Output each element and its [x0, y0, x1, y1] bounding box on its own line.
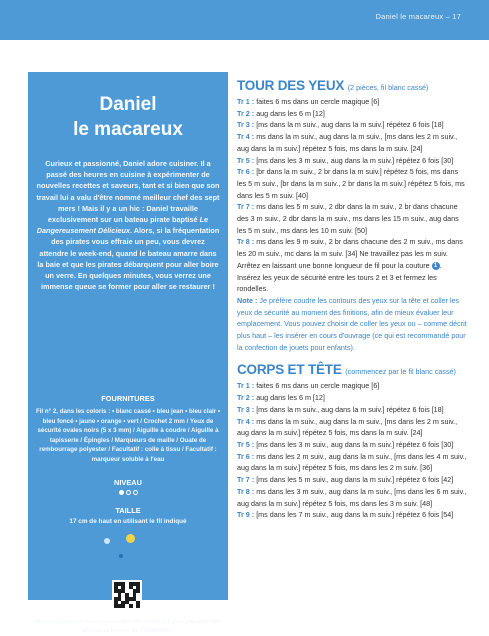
pattern-row — [237, 404, 467, 416]
pattern-row — [237, 96, 467, 108]
row-label: Tr 4 : — [237, 132, 255, 142]
character-intro — [36, 158, 220, 292]
body-title: CORPS ET TÊTE — [237, 362, 342, 378]
row-label: Tr 7 : — [237, 475, 255, 485]
running-header: Daniel le macareux – 17 — [375, 12, 461, 21]
note-text: Je préfère coudre les contours des yeux sur la tête et coller les yeux de sécurité au moment des finitions, afin de mieux évaluer leur emplacement. Vous pouvez choisir de coller les yeux ou – comme décrit plus haut – les insérer en cours d'ouvrage (ce qui est recommandé pour la confection de jouets pour enfants). — [237, 295, 467, 352]
row-label: Tr 2 : — [237, 108, 255, 118]
eyes-section-title — [237, 78, 467, 96]
note-label: Note : — [237, 295, 258, 305]
pattern-row — [237, 486, 467, 509]
character-title-line2: le macareux — [73, 119, 183, 140]
row-text: ms dans les 5 m suiv., 2 dbr dans la m suiv., 2 br dans chacune des 3 m suiv., 2 dbr dans la m suiv., ms dans les 15 m suiv., aug dans les 5 m suiv., ms dans les 10 m suiv. [50] — [237, 202, 459, 235]
pattern-row — [237, 474, 467, 486]
row-text: aug dans les 6 m [12] — [256, 393, 325, 403]
row-text: [ms dans les 3 m suiv., aug dans la m suiv.] répétez 6 fois [30] — [256, 439, 454, 449]
row-label: Tr 4 : — [237, 416, 255, 426]
row-label: Tr 6 : — [237, 451, 255, 461]
pattern-row — [237, 166, 467, 201]
yellow-dot-decoration — [126, 534, 135, 543]
pattern-row — [237, 131, 467, 154]
dark-dot-decoration — [119, 554, 123, 558]
intro-text-part1: Curieux et passionné, Daniel adore cuisiner. Il a passé des heures en cuisine à expérimenter de nouvelles recettes et saveurs, tant et si bien que son travail lui a valu d'être nommé meilleur chef des sept mers ! Mais il y a un hic : Daniel travaille exclusivement sur un bateau pirate baptisé — [36, 159, 220, 225]
row-label: Tr 6 : — [237, 167, 255, 177]
pattern-row — [237, 236, 467, 259]
row-label: Tr 8 : — [237, 237, 255, 247]
row-label: Tr 3 : — [237, 404, 255, 414]
row-label: Tr 2 : — [237, 393, 255, 403]
intro-text-part2: . Alors, si la fréquentation des pirates vous effraie un peu, vous devrez attendre le week-end, quand le bateau amarre dans la baie et que les pirates débarquent pour aller boire un verre. En quelques minutes, vous verrez une immense queue se former pour aller se restaurer ! — [37, 226, 220, 292]
scan-instructions: Scannez ou consultez www.amigurumi.com/5101 pour partager des photos et trouver de l'inspiration — [35, 619, 221, 634]
row-text: faites 6 ms dans un cercle magique [6] — [256, 381, 380, 391]
ship-name: Le Dangereusement Délicieux — [36, 215, 209, 236]
closing-text-2: . Insérez les yeux de sécurité entre les tours 2 et 3 et fermez les rondelles. — [237, 260, 442, 294]
sidebar-panel — [28, 72, 228, 634]
step-marker-icon: 1 — [432, 262, 440, 270]
pattern-row — [237, 201, 467, 236]
row-text: ms dans les 2 m suiv., aug dans la m suiv., [ms dans les 4 m suiv., aug dans la m suiv.] répétez 5 fois, ms dans les 2 m suiv. [36] — [237, 451, 467, 473]
pattern-row — [237, 416, 467, 439]
size-heading: TAILLE — [115, 506, 141, 515]
body-subtitle: (commencez par le fil blanc cassé) — [345, 367, 456, 377]
level-dot-empty — [133, 490, 138, 495]
row-text: [br dans la m suiv., 2 br dans la m suiv.] répétez 5 fois, ms dans les 5 m suiv., [br dans la m suiv., 2 br dans la m suiv.] répétez 5 fois, ms dans les 5 m suiv. [40] — [237, 167, 465, 200]
pattern-row — [237, 451, 467, 474]
row-text: [ms dans la m suiv., aug dans la m suiv.] répétez 6 fois [18] — [256, 120, 444, 130]
size-text: 17 cm de haut en utilisant le fil indiqué — [69, 518, 187, 525]
pattern-instructions — [237, 78, 467, 521]
row-text: ms dans les 9 m suiv., 2 br dans chacune des 2 m suiv., ms dans les 20 m suiv., mc dans la m suiv. [34] Ne travaillez pas les m suiv. — [237, 237, 463, 259]
light-dot-decoration — [104, 538, 110, 544]
pattern-row — [237, 108, 467, 120]
qr-code-icon[interactable] — [112, 580, 142, 610]
row-label: Tr 3 : — [237, 120, 255, 130]
row-label: Tr 1 : — [237, 97, 255, 106]
row-text: [ms dans les 5 m suiv., aug dans la m suiv.] répétez 6 fois [42] — [256, 475, 454, 485]
row-label: Tr 5 : — [237, 439, 255, 449]
pattern-row — [237, 119, 467, 131]
pattern-row — [237, 392, 467, 404]
level-dot-empty — [126, 490, 131, 495]
row-text: ms dans les 3 m suiv., aug dans la m suiv., [ms dans les 6 m suiv., aug dans la m suiv.] répétez 5 fois, ms dans les 3 m suiv. [48] — [237, 486, 467, 508]
level-dot-filled — [119, 490, 124, 495]
eyes-title: TOUR DES YEUX — [237, 78, 345, 93]
row-text: ms dans la m suiv., aug dans la m suiv., [ms dans les 2 m suiv., aug dans la m suiv.] répétez 5 fois, ms dans la m suiv. [24] — [237, 132, 458, 153]
row-label: Tr 7 : — [237, 202, 255, 212]
row-text: [ms dans les 7 m suiv., aug dans la m suiv.] répétez 6 fois [54] — [256, 510, 454, 520]
eyes-closing — [237, 260, 467, 295]
eyes-subtitle: (2 pièces, fil blanc cassé) — [347, 83, 429, 92]
row-text: aug dans les 6 m [12] — [256, 108, 325, 118]
level-heading: NIVEAU — [114, 478, 142, 487]
pattern-row — [237, 155, 467, 167]
pattern-row — [237, 509, 467, 521]
row-label: Tr 1 : — [237, 381, 255, 391]
row-label: Tr 9 : — [237, 510, 255, 520]
pattern-row — [237, 380, 467, 392]
row-text: [ms dans les 3 m suiv., aug dans la m suiv.] répétez 6 fois [30] — [256, 155, 454, 165]
level-indicator — [28, 490, 228, 495]
character-title — [28, 92, 228, 142]
pattern-row — [237, 439, 467, 451]
closing-text: Arrêtez en laissant une bonne longueur de fil pour la couture — [237, 260, 430, 270]
body-rows — [237, 380, 467, 520]
body-section-title — [237, 362, 467, 380]
row-text: faites 6 ms dans un cercle magique [6] — [256, 97, 380, 106]
row-label: Tr 5 : — [237, 155, 255, 165]
row-label: Tr 8 : — [237, 486, 255, 496]
eyes-rows — [237, 96, 467, 260]
character-title-line1: Daniel — [99, 94, 157, 115]
eyes-note — [237, 295, 467, 354]
materials-list: Fil n° 2, dans les coloris : • blanc cassé • bleu jean • bleu clair • bleu foncé • jaune • orange • vert / Crochet 2 mm / Yeux de sécurité ovales noirs (5 x 3 mm) / Aiguille à coudre / Aiguille à tapisserie / Épingles / Marqueurs de maille / Ouate de rembourrage polyester / Facultatif : colle à tissu / Facultatif : marqueur soluble à l'eau — [35, 408, 221, 463]
row-text: [ms dans la m suiv., aug dans la m suiv.] répétez 6 fois [18] — [256, 404, 444, 414]
header-band — [0, 0, 489, 40]
row-text: ms dans la m suiv., aug dans la m suiv., [ms dans les 2 m suiv., aug dans la m suiv.] répétez 5 fois, ms dans la m suiv. [24] — [237, 416, 458, 438]
materials-heading: FOURNITURES — [101, 394, 155, 403]
